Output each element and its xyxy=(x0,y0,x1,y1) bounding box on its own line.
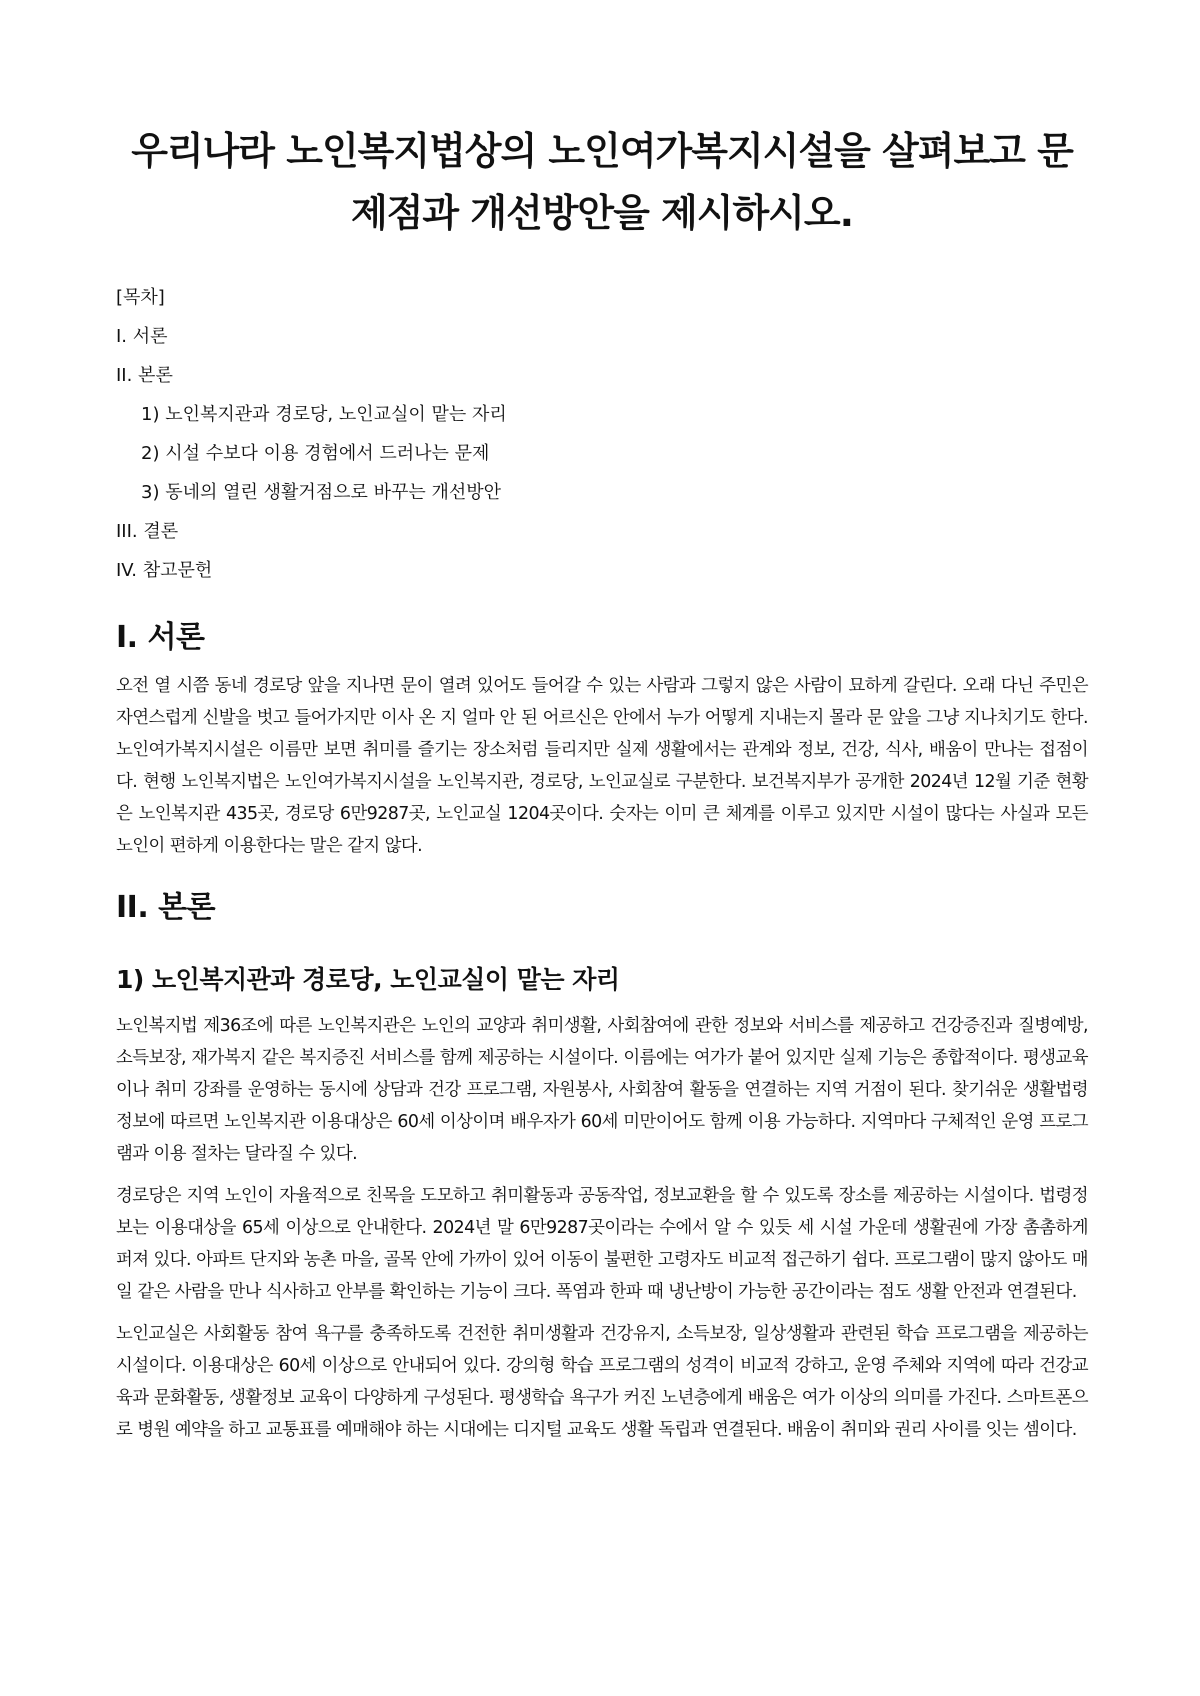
toc-item-body-1: 1) 노인복지관과 경로당, 노인교실이 맡는 자리 xyxy=(141,404,507,425)
toc-item-body-3: 3) 동네의 열린 생활거점으로 바꾸는 개선방안 xyxy=(141,482,502,503)
toc-item-body-2: 2) 시설 수보다 이용 경험에서 드러나는 문제 xyxy=(141,443,490,464)
section-1-paragraph-2: 경로당은 지역 노인이 자율적으로 친목을 도모하고 취미활동과 공동작업, 정보교환을 할 수 있도록 장소를 제공하는 시설이다. 법령정보는 이용대상을 65세 이상으로 안내한다. 2024년 말 6만9287곳이라는 수에서 알 수 있듯 세 시설 가운데 생활권에 가장 촘촘하게 퍼져 있다. 아파트 단지와 농촌 마을, 골목 안에 가까이 있어 이동이 불편한 고령자도 비교적 접근하기 쉽다. 프로그램이 많지 않아도 매일 같은 사람을 만나 식사하고 안부를 확인하는 기능이 크다. 폭염과 한파 때 냉난방이 가능한 공간이라는 점도 생활 안전과 연결된다. xyxy=(116,1186,1088,1302)
intro-paragraph: 오전 열 시쯤 동네 경로당 앞을 지나면 문이 열려 있어도 들어갈 수 있는 사람과 그렇지 않은 사람이 묘하게 갈린다. 오래 다닌 주민은 자연스럽게 신발을 벗고 들어가지만 이사 온 지 얼마 안 된 어르신은 안에서 누가 어떻게 지내는지 몰라 문 앞을 그냥 지나치기도 한다. 노인여가복지시설은 이름만 보면 취미를 즐기는 장소처럼 들리지만 실제 생활에서는 관계와 정보, 건강, 식사, 배움이 만나는 접점이다. 현행 노인복지법은 노인여가복지시설을 노인복지관, 경로당, 노인교실로 구분한다. 보건복지부가 공개한 2024년 12월 기준 현황은 노인복지관 435곳, 경로당 6만9287곳, 노인교실 1204곳이다. 숫자는 이미 큰 체계를 이루고 있지만 시설이 많다는 사실과 모든 노인이 편하게 이용한다는 말은 같지 않다. xyxy=(116,676,1088,856)
intro-heading: I. 서론 xyxy=(116,620,205,655)
toc-item-body: II. 본론 xyxy=(116,365,173,386)
toc-item-intro: I. 서론 xyxy=(116,326,168,347)
body-heading: II. 본론 xyxy=(116,890,216,925)
section-1-paragraph-1: 노인복지법 제36조에 따른 노인복지관은 노인의 교양과 취미생활, 사회참여에 관한 정보와 서비스를 제공하고 건강증진과 질병예방, 소득보장, 재가복지 같은 복지증진 서비스를 함께 제공하는 시설이다. 이름에는 여가가 붙어 있지만 실제 기능은 종합적이다. 평생교육이나 취미 강좌를 운영하는 동시에 상담과 건강 프로그램, 자원봉사, 사회참여 활동을 연결하는 지역 거점이 된다. 찾기쉬운 생활법령정보에 따르면 노인복지관 이용대상은 60세 이상이며 배우자가 60세 미만이어도 함께 이용 가능하다. 지역마다 구체적인 운영 프로그램과 이용 절차는 달라질 수 있다. xyxy=(116,1016,1088,1164)
section-1-paragraph-3: 노인교실은 사회활동 참여 욕구를 충족하도록 건전한 취미생활과 건강유지, 소득보장, 일상생활과 관련된 학습 프로그램을 제공하는 시설이다. 이용대상은 60세 이상으로 안내되어 있다. 강의형 학습 프로그램의 성격이 비교적 강하고, 운영 주체와 지역에 따라 건강교육과 문화활동, 생활정보 교육이 다양하게 구성된다. 평생학습 욕구가 커진 노년층에게 배움은 여가 이상의 의미를 가진다. 스마트폰으로 병원 예약을 하고 교통표를 예매해야 하는 시대에는 디지털 교육도 생활 독립과 연결된다. 배움이 취미와 권리 사이를 잇는 셈이다. xyxy=(116,1324,1088,1440)
table-of-contents xyxy=(116,278,1088,590)
toc-item-conclusion: III. 결론 xyxy=(116,521,179,542)
section-1-heading: 1) 노인복지관과 경로당, 노인교실이 맡는 자리 xyxy=(116,965,620,994)
toc-heading: [목차] xyxy=(116,287,165,308)
document-title: 우리나라 노인복지법상의 노인여가복지시설을 살펴보고 문제점과 개선방안을 제시하시오. xyxy=(131,129,1073,235)
toc-item-references: IV. 참고문헌 xyxy=(116,560,213,581)
